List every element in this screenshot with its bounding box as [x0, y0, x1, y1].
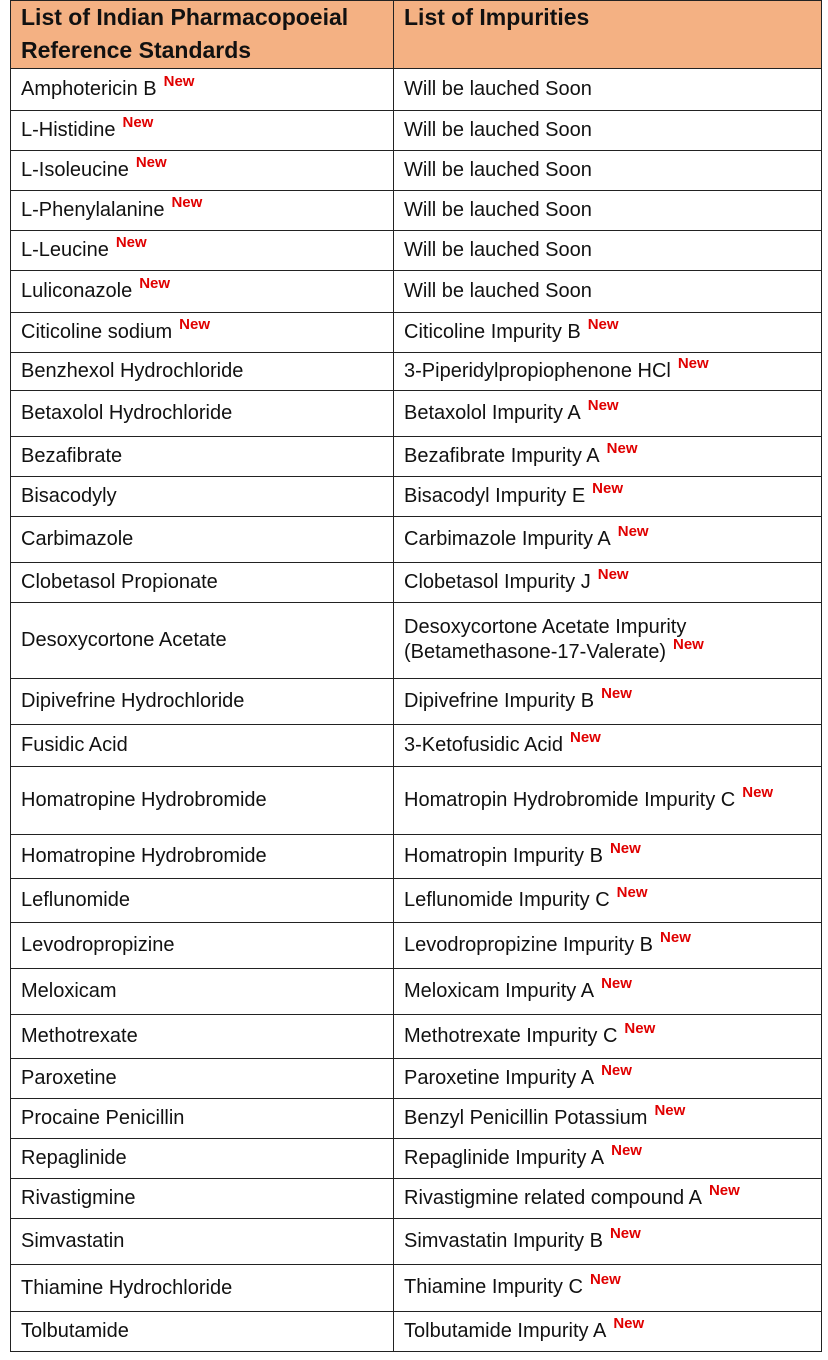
standard-cell	[11, 1059, 394, 1099]
impurity-cell	[394, 725, 822, 767]
impurity-cell	[394, 835, 822, 879]
standard-cell	[11, 353, 394, 391]
impurity-cell-text: Homatropin Impurity B	[404, 844, 603, 867]
impurity-cell	[394, 111, 822, 151]
new-badge: New	[611, 1141, 642, 1159]
new-badge: New	[601, 974, 632, 992]
new-badge: New	[587, 396, 619, 414]
new-badge: New	[601, 1061, 632, 1079]
impurity-cell	[394, 271, 822, 313]
impurity-cell	[394, 1179, 822, 1219]
new-badge: New	[606, 439, 638, 457]
document	[10, 0, 821, 1352]
impurity-cell-text: Will be lauched Soon	[404, 239, 592, 261]
table-row	[11, 835, 822, 879]
standard-cell-text: Clobetasol Propionate	[21, 571, 218, 593]
impurity-cell-text: Benzyl Penicillin Potassium	[404, 1106, 648, 1129]
impurity-cell	[394, 1059, 822, 1099]
table-row	[11, 517, 822, 563]
impurity-cell	[394, 1139, 822, 1179]
standard-cell-text: L-Phenylalanine	[21, 198, 165, 221]
standard-cell-text: Dipivefrine Hydrochloride	[21, 690, 245, 712]
impurity-cell-text: Meloxicam Impurity A	[404, 979, 595, 1002]
standard-cell-text: Repaglinide	[21, 1147, 127, 1169]
standard-cell	[11, 111, 394, 151]
standard-cell-text: Homatropine Hydrobromide	[21, 789, 267, 811]
standard-cell-text: Bisacodyly	[21, 485, 117, 507]
standard-cell-text: Thiamine Hydrochloride	[21, 1276, 233, 1299]
header-reference-standards: List of Indian Pharmacopoeial Reference Standards	[11, 1, 394, 69]
standard-cell-text: Carbimazole	[21, 528, 134, 550]
standard-cell-text: Rivastigmine	[21, 1187, 136, 1209]
standard-cell-text: L-Isoleucine	[21, 158, 129, 181]
impurity-cell-text: Betaxolol Impurity A	[404, 401, 581, 424]
standard-cell-text: Homatropine Hydrobromide	[21, 845, 267, 867]
new-badge: New	[139, 274, 171, 292]
impurity-cell	[394, 1015, 822, 1059]
standard-cell-text: Benzhexol Hydrochloride	[21, 360, 244, 382]
impurity-cell	[394, 1219, 822, 1265]
standard-cell	[11, 437, 394, 477]
standard-cell-text: Paroxetine	[21, 1067, 117, 1089]
impurity-cell-text: Citicoline Impurity B	[404, 320, 581, 343]
table-row	[11, 1099, 822, 1139]
new-badge: New	[609, 1224, 641, 1242]
table-row	[11, 563, 822, 603]
impurity-cell-text: Paroxetine Impurity A	[404, 1066, 595, 1089]
new-badge: New	[624, 1019, 656, 1037]
table-row	[11, 679, 822, 725]
standard-cell	[11, 391, 394, 437]
standard-cell	[11, 1179, 394, 1219]
table-header-row	[11, 1, 822, 69]
impurity-cell	[394, 477, 822, 517]
impurity-cell-text: Will be lauched Soon	[404, 280, 592, 302]
impurity-cell	[394, 879, 822, 923]
new-badge: New	[115, 233, 147, 251]
new-badge: New	[179, 315, 211, 333]
impurity-cell-text: Tolbutamide Impurity A	[404, 1319, 607, 1342]
standard-cell	[11, 1265, 394, 1312]
standard-cell	[11, 835, 394, 879]
table-row	[11, 1015, 822, 1059]
standard-cell	[11, 313, 394, 353]
table-row	[11, 879, 822, 923]
standard-cell-text: L-Leucine	[21, 238, 109, 261]
new-badge: New	[597, 565, 629, 583]
standard-cell-text: Simvastatin	[21, 1230, 125, 1252]
standard-cell	[11, 1139, 394, 1179]
impurity-cell-text: Will be lauched Soon	[404, 199, 592, 221]
table-row	[11, 391, 822, 437]
standard-cell-text: Citicoline sodium	[21, 320, 173, 343]
standard-cell-text: Fusidic Acid	[21, 734, 128, 756]
impurity-cell	[394, 353, 822, 391]
new-badge: New	[587, 315, 619, 333]
standard-cell	[11, 271, 394, 313]
impurity-cell	[394, 563, 822, 603]
impurity-cell-text: Rivastigmine related compound A	[404, 1186, 702, 1209]
new-badge: New	[171, 193, 203, 211]
standard-cell	[11, 1312, 394, 1352]
impurity-cell-text: Bisacodyl Impurity E	[404, 484, 586, 507]
impurity-cell-text: Will be lauched Soon	[404, 159, 592, 181]
table-row	[11, 69, 822, 111]
impurity-cell-text: Repaglinide Impurity A	[404, 1146, 605, 1169]
standard-cell	[11, 679, 394, 725]
standard-cell-text: Amphotericin B	[21, 77, 157, 100]
new-badge: New	[163, 72, 195, 90]
impurity-cell	[394, 767, 822, 835]
standard-cell	[11, 923, 394, 969]
table-row	[11, 191, 822, 231]
impurity-cell	[394, 391, 822, 437]
standard-cell	[11, 603, 394, 679]
impurity-cell-text: Homatropin Hydrobromide Impurity C	[404, 788, 736, 811]
new-badge: New	[617, 522, 649, 540]
table-row	[11, 271, 822, 313]
standard-cell-text: Meloxicam	[21, 980, 117, 1002]
new-badge: New	[601, 684, 632, 702]
standard-cell	[11, 517, 394, 563]
table-row	[11, 1059, 822, 1099]
new-badge: New	[609, 839, 641, 857]
standard-cell	[11, 563, 394, 603]
new-badge: New	[616, 883, 648, 901]
impurity-cell	[394, 603, 822, 679]
impurity-cell-text: Will be lauched Soon	[404, 78, 592, 100]
impurity-cell	[394, 679, 822, 725]
new-badge: New	[135, 153, 167, 171]
new-badge: New	[677, 354, 709, 372]
impurity-cell	[394, 923, 822, 969]
new-badge: New	[569, 728, 601, 746]
new-badge: New	[592, 479, 624, 497]
header-impurities: List of Impurities	[394, 1, 822, 69]
table-row	[11, 477, 822, 517]
table-row	[11, 1179, 822, 1219]
standard-cell	[11, 231, 394, 271]
table-row	[11, 1139, 822, 1179]
standard-cell-text: Leflunomide	[21, 889, 130, 911]
new-badge: New	[673, 636, 704, 653]
table-row	[11, 111, 822, 151]
standard-cell-text: Bezafibrate	[21, 445, 123, 467]
table-row	[11, 313, 822, 353]
impurity-cell-text: Levodropropizine Impurity B	[404, 933, 654, 956]
standard-cell	[11, 69, 394, 111]
table-row	[11, 437, 822, 477]
table-row	[11, 725, 822, 767]
impurity-cell-text: Thiamine Impurity C	[404, 1276, 583, 1298]
standard-cell-text: Procaine Penicillin	[21, 1107, 185, 1129]
table-row	[11, 603, 822, 679]
table-row	[11, 969, 822, 1015]
table-row	[11, 923, 822, 969]
impurity-cell	[394, 437, 822, 477]
impurity-cell-text: 3-Ketofusidic Acid	[404, 733, 563, 756]
table-row	[11, 231, 822, 271]
impurity-cell-text: Carbimazole Impurity A	[404, 527, 611, 550]
new-badge: New	[742, 783, 774, 801]
standard-cell-text: Levodropropizine	[21, 934, 175, 956]
standard-cell-text: Desoxycortone Acetate	[21, 629, 227, 651]
standard-cell	[11, 151, 394, 191]
impurity-cell-text: Simvastatin Impurity B	[404, 1229, 603, 1252]
impurity-cell	[394, 1265, 822, 1312]
impurity-cell	[394, 969, 822, 1015]
impurity-cell-text: Methotrexate Impurity C	[404, 1024, 618, 1047]
reference-standards-table	[10, 0, 822, 1352]
standard-cell-text: Luliconazole	[21, 279, 133, 302]
standard-cell	[11, 1099, 394, 1139]
impurity-cell-text: Clobetasol Impurity J	[404, 570, 591, 593]
standard-cell	[11, 1015, 394, 1059]
impurity-cell-text: Desoxycortone Acetate Impurity (Betamethasone-17-Valerate)	[404, 616, 687, 663]
standard-cell	[11, 1219, 394, 1265]
table-row	[11, 1265, 822, 1312]
standard-cell-text: Methotrexate	[21, 1025, 138, 1047]
standard-cell-text: Tolbutamide	[21, 1320, 129, 1342]
standard-cell	[11, 191, 394, 231]
table-row	[11, 767, 822, 835]
impurity-cell	[394, 1312, 822, 1352]
impurity-cell-text: 3-Piperidylpropiophenone HCl	[404, 359, 671, 382]
standard-cell	[11, 969, 394, 1015]
impurity-cell-text: Leflunomide Impurity C	[404, 888, 610, 911]
impurity-cell	[394, 517, 822, 563]
impurity-cell-text: Bezafibrate Impurity A	[404, 444, 600, 467]
new-badge: New	[660, 928, 691, 946]
table-row	[11, 151, 822, 191]
standard-cell	[11, 879, 394, 923]
table-row	[11, 353, 822, 391]
new-badge: New	[654, 1101, 686, 1119]
new-badge: New	[708, 1181, 740, 1199]
table-row	[11, 1312, 822, 1352]
standard-cell	[11, 725, 394, 767]
standard-cell	[11, 477, 394, 517]
impurity-cell	[394, 151, 822, 191]
standard-cell	[11, 767, 394, 835]
new-badge: New	[122, 113, 154, 131]
impurity-cell	[394, 191, 822, 231]
impurity-cell-text: Will be lauched Soon	[404, 119, 592, 141]
standard-cell-text: Betaxolol Hydrochloride	[21, 402, 233, 424]
standard-cell-text: L-Histidine	[21, 118, 116, 141]
new-badge: New	[613, 1314, 645, 1332]
impurity-cell	[394, 313, 822, 353]
impurity-cell	[394, 1099, 822, 1139]
impurity-cell	[394, 231, 822, 271]
table-row	[11, 1219, 822, 1265]
new-badge: New	[589, 1271, 621, 1288]
impurity-cell-text: Dipivefrine Impurity B	[404, 689, 595, 712]
impurity-cell	[394, 69, 822, 111]
